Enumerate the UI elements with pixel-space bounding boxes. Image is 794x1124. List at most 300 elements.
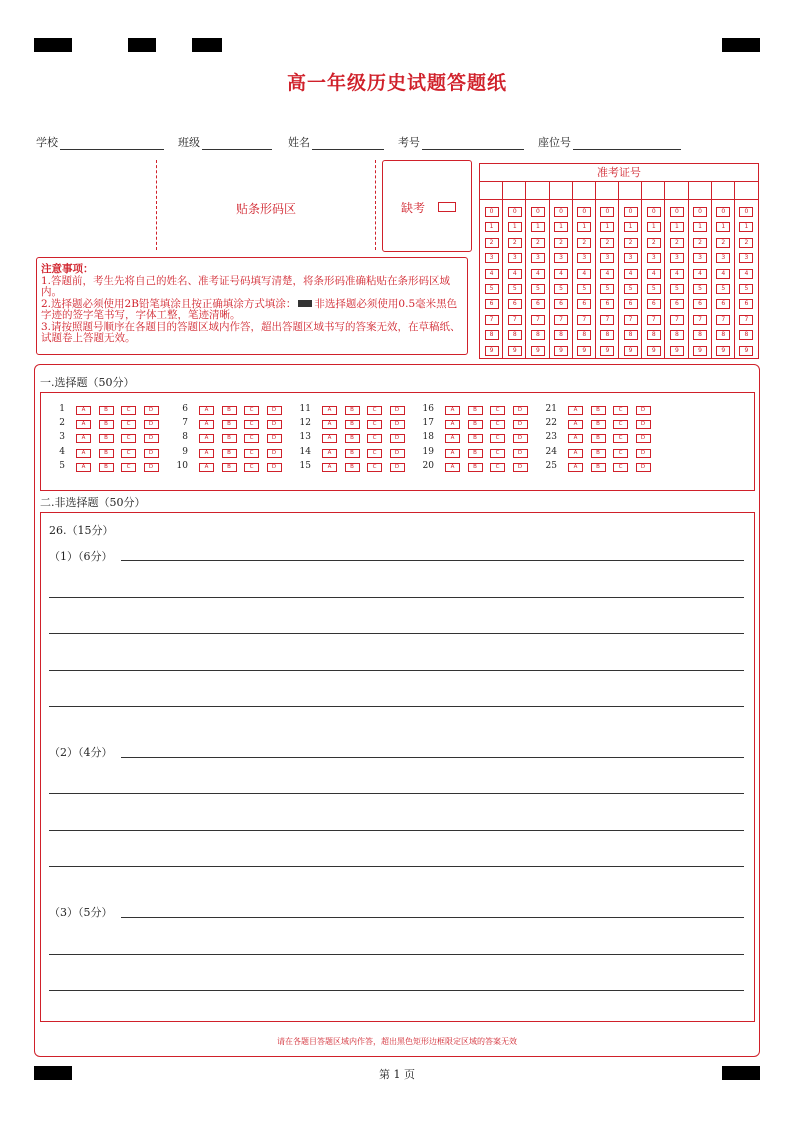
ticket-digit-bubble[interactable]: 4 <box>531 269 545 279</box>
option-bubble-b[interactable]: B <box>468 463 483 472</box>
ticket-column-divider <box>641 182 642 199</box>
name-field[interactable] <box>288 134 384 150</box>
answer-line[interactable] <box>49 670 744 671</box>
ticket-digit-bubble[interactable]: 4 <box>554 269 568 279</box>
ticket-digit-bubble[interactable]: 8 <box>485 330 499 340</box>
ticket-digit-bubble[interactable]: 9 <box>554 346 568 356</box>
ticket-digit-bubble[interactable]: 5 <box>739 284 753 294</box>
ticket-digit-bubble[interactable]: 1 <box>577 222 591 232</box>
option-bubble-c[interactable]: C <box>244 406 259 415</box>
question-number: 11 <box>299 404 311 414</box>
option-bubble-c[interactable]: C <box>490 463 505 472</box>
option-bubble-a[interactable]: A <box>445 449 460 458</box>
option-bubble-d[interactable]: D <box>267 420 282 429</box>
exam-number-field[interactable] <box>398 134 524 150</box>
ticket-digit-bubble[interactable]: 7 <box>716 315 730 325</box>
ticket-digit-bubble[interactable]: 0 <box>508 207 522 217</box>
question-number: 9 <box>182 446 188 457</box>
option-bubble-b[interactable]: B <box>222 449 237 458</box>
ticket-digit-bubble[interactable]: 9 <box>600 346 614 356</box>
option-bubble-c[interactable]: C <box>121 420 136 429</box>
ticket-digit-bubble[interactable]: 0 <box>554 207 568 217</box>
seat-number-line <box>573 139 681 150</box>
ticket-digit-bubble[interactable]: 7 <box>670 315 684 325</box>
option-bubble-b[interactable]: B <box>99 434 114 443</box>
ticket-digit-bubble[interactable]: 9 <box>716 346 730 356</box>
ticket-digit-bubble[interactable]: 0 <box>647 207 661 217</box>
ticket-digit-bubble[interactable]: 7 <box>485 315 499 325</box>
ticket-digit-bubble[interactable]: 8 <box>624 330 638 340</box>
page-title: 高一年级历史试题答题纸 <box>286 72 507 94</box>
option-bubble-d[interactable]: D <box>636 463 651 472</box>
option-bubble-b[interactable]: B <box>222 434 237 443</box>
ticket-digit-bubble[interactable]: 6 <box>554 299 568 309</box>
option-bubble-d[interactable]: D <box>390 434 405 443</box>
option-bubble-d[interactable]: D <box>144 434 159 443</box>
option-bubble-a[interactable]: A <box>76 434 91 443</box>
option-bubble-b[interactable]: B <box>222 406 237 415</box>
ticket-digit-bubble[interactable]: 3 <box>670 253 684 263</box>
answer-line[interactable] <box>121 560 744 561</box>
footnote: 请在各题目答题区域内作答，超出黑色矩形边框限定区域的答案无效 <box>277 1037 517 1046</box>
ticket-digit-bubble[interactable]: 5 <box>624 284 638 294</box>
option-bubble-d[interactable]: D <box>267 406 282 415</box>
question-number: 8 <box>182 432 188 443</box>
ticket-digit-bubble[interactable]: 7 <box>647 315 661 325</box>
ticket-digit-bubble[interactable]: 6 <box>693 299 707 309</box>
ticket-digit-bubble[interactable]: 0 <box>600 207 614 217</box>
ticket-digit-bubble[interactable]: 6 <box>508 299 522 309</box>
option-bubble-b[interactable]: B <box>468 434 483 443</box>
option-bubble-b[interactable]: B <box>345 463 360 472</box>
answer-line[interactable] <box>121 917 744 918</box>
question-number: 1 <box>59 404 65 414</box>
ticket-digit-bubble[interactable]: 7 <box>554 315 568 325</box>
option-bubble-a[interactable]: A <box>322 463 337 472</box>
option-bubble-c[interactable]: C <box>367 449 382 458</box>
option-bubble-c[interactable]: C <box>244 420 259 429</box>
option-bubble-c[interactable]: C <box>490 420 505 429</box>
seat-number-field[interactable] <box>538 134 681 150</box>
ticket-digit-bubble[interactable]: 1 <box>693 222 707 232</box>
option-bubble-a[interactable]: A <box>322 449 337 458</box>
option-bubble-d[interactable]: D <box>267 463 282 472</box>
ticket-digit-bubble[interactable]: 8 <box>647 330 661 340</box>
ticket-digit-bubble[interactable]: 5 <box>554 284 568 294</box>
absent-label: 缺考 <box>401 201 426 215</box>
option-bubble-b[interactable]: B <box>591 463 606 472</box>
ticket-digit-bubble[interactable]: 7 <box>577 315 591 325</box>
ticket-digit-bubble[interactable]: 1 <box>485 222 499 232</box>
option-bubble-c[interactable]: C <box>613 434 628 443</box>
answer-line[interactable] <box>49 830 744 831</box>
ticket-digit-bubble[interactable]: 9 <box>739 346 753 356</box>
option-bubble-d[interactable]: D <box>390 420 405 429</box>
ticket-digit-bubble[interactable]: 9 <box>531 346 545 356</box>
ticket-digit-bubble[interactable]: 5 <box>577 284 591 294</box>
option-bubble-a[interactable]: A <box>445 420 460 429</box>
question-number: 23 <box>545 432 557 443</box>
ticket-digit-bubble[interactable]: 7 <box>624 315 638 325</box>
ticket-digit-bubble[interactable]: 1 <box>739 222 753 232</box>
name-label: 姓名 <box>288 136 310 149</box>
ticket-digit-bubble[interactable]: 2 <box>531 238 545 248</box>
ticket-digit-bubble[interactable]: 4 <box>739 269 753 279</box>
seat-number-label: 座位号 <box>538 136 571 149</box>
ticket-digit-bubble[interactable]: 2 <box>739 238 753 248</box>
question-number: 17 <box>422 418 434 429</box>
option-bubble-a[interactable]: A <box>76 463 91 472</box>
ticket-digit-bubble[interactable]: 3 <box>554 253 568 263</box>
ticket-digit-bubble[interactable]: 7 <box>531 315 545 325</box>
option-bubble-c[interactable]: C <box>490 406 505 415</box>
option-bubble-a[interactable]: A <box>445 406 460 415</box>
registration-mark <box>192 38 222 52</box>
option-bubble-c[interactable]: C <box>490 434 505 443</box>
option-bubble-d[interactable]: D <box>636 406 651 415</box>
option-bubble-a[interactable]: A <box>568 463 583 472</box>
option-bubble-a[interactable]: A <box>445 434 460 443</box>
ticket-digit-bubble[interactable]: 5 <box>508 284 522 294</box>
section-2-title: 二.非选择题（50分） <box>40 496 146 509</box>
ticket-column-divider <box>549 182 550 199</box>
option-bubble-a[interactable]: A <box>199 420 214 429</box>
ticket-digit-bubble[interactable]: 9 <box>577 346 591 356</box>
option-bubble-a[interactable]: A <box>568 434 583 443</box>
option-bubble-d[interactable]: D <box>144 406 159 415</box>
ticket-digit-bubble[interactable]: 6 <box>647 299 661 309</box>
option-bubble-c[interactable]: C <box>121 434 136 443</box>
option-bubble-c[interactable]: C <box>244 449 259 458</box>
ticket-digit-bubble[interactable]: 6 <box>670 299 684 309</box>
option-bubble-d[interactable]: D <box>144 463 159 472</box>
question-number: 15 <box>299 460 311 471</box>
ticket-column-divider <box>618 182 619 199</box>
ticket-digit-bubble[interactable]: 5 <box>647 284 661 294</box>
option-bubble-d[interactable]: D <box>390 406 405 415</box>
option-bubble-b[interactable]: B <box>222 463 237 472</box>
ticket-digit-bubble[interactable]: 4 <box>670 269 684 279</box>
notice-heading: 注意事项： <box>41 263 94 275</box>
option-bubble-d[interactable]: D <box>144 449 159 458</box>
ticket-digit-bubble[interactable]: 4 <box>647 269 661 279</box>
option-bubble-b[interactable]: B <box>591 406 606 415</box>
option-bubble-a[interactable]: A <box>568 449 583 458</box>
ticket-digit-bubble[interactable]: 8 <box>531 330 545 340</box>
ticket-column-divider <box>525 182 526 199</box>
option-bubble-c[interactable]: C <box>367 406 382 415</box>
ticket-digit-bubble[interactable]: 3 <box>693 253 707 263</box>
ticket-digit-bubble[interactable]: 3 <box>531 253 545 263</box>
page-number: 第 1 页 <box>379 1068 415 1081</box>
option-bubble-d[interactable]: D <box>513 434 528 443</box>
ticket-digit-bubble[interactable]: 2 <box>554 238 568 248</box>
school-label: 学校 <box>36 136 58 149</box>
option-bubble-c[interactable]: C <box>244 434 259 443</box>
ticket-digit-bubble[interactable]: 4 <box>577 269 591 279</box>
ticket-digit-bubble[interactable]: 8 <box>716 330 730 340</box>
ticket-digit-bubble[interactable]: 6 <box>716 299 730 309</box>
question-number: 6 <box>182 404 188 414</box>
ticket-column-divider <box>618 200 619 358</box>
notice-line-2b: 非选择题必须使用0.5毫米黑色字迹的签字笔书写，字体工整，笔迹清晰。 <box>41 297 458 321</box>
option-bubble-a[interactable]: A <box>76 449 91 458</box>
option-bubble-d[interactable]: D <box>636 420 651 429</box>
ticket-digit-bubble[interactable]: 3 <box>716 253 730 263</box>
option-bubble-a[interactable]: A <box>568 420 583 429</box>
question-number: 5 <box>59 460 65 471</box>
ticket-digit-bubble[interactable]: 4 <box>485 269 499 279</box>
ticket-column-divider <box>595 182 596 199</box>
barcode-area <box>156 160 376 250</box>
registration-mark <box>722 38 760 52</box>
option-bubble-c[interactable]: C <box>613 449 628 458</box>
ticket-digit-bubble[interactable]: 5 <box>485 284 499 294</box>
option-bubble-a[interactable]: A <box>199 449 214 458</box>
option-bubble-d[interactable]: D <box>513 463 528 472</box>
option-bubble-a[interactable]: A <box>199 434 214 443</box>
option-bubble-a[interactable]: A <box>199 406 214 415</box>
notice-line-2a: 2.选择题必须使用2B铅笔填涂且按正确填涂方式填涂： <box>41 297 297 310</box>
ticket-digit-bubble[interactable]: 7 <box>693 315 707 325</box>
ticket-column-divider <box>711 200 712 358</box>
ticket-digit-bubble[interactable]: 4 <box>508 269 522 279</box>
ticket-column-divider <box>641 200 642 358</box>
answer-line[interactable] <box>49 954 744 955</box>
absent-box <box>382 160 472 252</box>
ticket-digit-bubble[interactable]: 1 <box>600 222 614 232</box>
question-number: 3 <box>59 432 65 443</box>
option-bubble-c[interactable]: C <box>613 463 628 472</box>
option-bubble-d[interactable]: D <box>390 449 405 458</box>
option-bubble-c[interactable]: C <box>121 406 136 415</box>
ticket-digit-bubble[interactable]: 9 <box>647 346 661 356</box>
ticket-digit-bubble[interactable]: 0 <box>577 207 591 217</box>
question-number: 16 <box>422 404 434 414</box>
ticket-column-divider <box>688 200 689 358</box>
option-bubble-b[interactable]: B <box>99 449 114 458</box>
answer-line[interactable] <box>49 633 744 634</box>
ticket-digit-bubble[interactable]: 8 <box>739 330 753 340</box>
registration-mark <box>34 38 72 52</box>
ticket-digit-bubble[interactable]: 6 <box>577 299 591 309</box>
ticket-digit-bubble[interactable]: 0 <box>485 207 499 217</box>
option-bubble-c[interactable]: C <box>367 420 382 429</box>
ticket-number-header: 准考证号 <box>480 164 758 182</box>
ticket-digit-bubble[interactable]: 1 <box>508 222 522 232</box>
ticket-digit-bubble[interactable]: 1 <box>554 222 568 232</box>
option-bubble-b[interactable]: B <box>468 406 483 415</box>
class-field[interactable] <box>178 134 272 150</box>
option-bubble-a[interactable]: A <box>76 406 91 415</box>
ticket-digit-bubble[interactable]: 9 <box>693 346 707 356</box>
ticket-digit-bubble[interactable]: 1 <box>670 222 684 232</box>
notice-box <box>36 257 468 355</box>
option-bubble-b[interactable]: B <box>345 434 360 443</box>
question-number: 10 <box>176 460 188 471</box>
option-bubble-c[interactable]: C <box>490 449 505 458</box>
option-bubble-c[interactable]: C <box>367 463 382 472</box>
ticket-digit-bubble[interactable]: 1 <box>531 222 545 232</box>
option-bubble-b[interactable]: B <box>591 449 606 458</box>
ticket-digit-bubble[interactable]: 4 <box>600 269 614 279</box>
option-bubble-d[interactable]: D <box>144 420 159 429</box>
answer-line[interactable] <box>49 990 744 991</box>
section-1-title: 一.选择题（50分） <box>40 376 135 389</box>
option-bubble-d[interactable]: D <box>513 449 528 458</box>
ticket-digit-bubble[interactable]: 4 <box>693 269 707 279</box>
question-number: 2 <box>59 418 65 429</box>
ticket-digit-bubble[interactable]: 2 <box>508 238 522 248</box>
question-number: 18 <box>422 432 434 443</box>
option-bubble-c[interactable]: C <box>244 463 259 472</box>
ticket-digit-bubble[interactable]: 8 <box>554 330 568 340</box>
ticket-digit-bubble[interactable]: 3 <box>600 253 614 263</box>
ticket-digit-bubble[interactable]: 7 <box>600 315 614 325</box>
ticket-digit-bubble[interactable]: 9 <box>485 346 499 356</box>
option-bubble-a[interactable]: A <box>322 406 337 415</box>
ticket-digit-bubble[interactable]: 8 <box>577 330 591 340</box>
option-bubble-d[interactable]: D <box>267 434 282 443</box>
ticket-digit-bubble[interactable]: 6 <box>624 299 638 309</box>
ticket-digit-bubble[interactable]: 5 <box>531 284 545 294</box>
option-bubble-b[interactable]: B <box>468 420 483 429</box>
exam-number-label: 考号 <box>398 136 420 149</box>
ticket-digit-bubble[interactable]: 9 <box>670 346 684 356</box>
ticket-digit-bubble[interactable]: 0 <box>693 207 707 217</box>
option-bubble-b[interactable]: B <box>345 449 360 458</box>
ticket-digit-bubble[interactable]: 6 <box>485 299 499 309</box>
option-bubble-a[interactable]: A <box>199 463 214 472</box>
ticket-digit-bubble[interactable]: 2 <box>577 238 591 248</box>
option-bubble-d[interactable]: D <box>636 449 651 458</box>
option-bubble-c[interactable]: C <box>121 449 136 458</box>
ticket-digit-bubble[interactable]: 3 <box>647 253 661 263</box>
ticket-digit-bubble[interactable]: 2 <box>600 238 614 248</box>
ticket-digit-bubble[interactable]: 5 <box>716 284 730 294</box>
ticket-row-divider <box>480 199 758 200</box>
ticket-digit-bubble[interactable]: 3 <box>624 253 638 263</box>
question-number: 22 <box>545 418 557 429</box>
ticket-digit-bubble[interactable]: 3 <box>577 253 591 263</box>
ticket-digit-bubble[interactable]: 4 <box>624 269 638 279</box>
ticket-digit-bubble[interactable]: 9 <box>624 346 638 356</box>
option-bubble-b[interactable]: B <box>591 420 606 429</box>
question-number: 20 <box>422 460 434 471</box>
ticket-digit-bubble[interactable]: 0 <box>531 207 545 217</box>
option-bubble-a[interactable]: A <box>445 463 460 472</box>
notice-line-3: 3.请按照题号顺序在各题目的答题区域内作答，超出答题区域书写的答案无效，在草稿纸、试题卷上答题无效。 <box>41 320 461 344</box>
ticket-digit-bubble[interactable]: 8 <box>508 330 522 340</box>
ticket-digit-bubble[interactable]: 8 <box>670 330 684 340</box>
question-number: 14 <box>299 446 311 457</box>
option-bubble-b[interactable]: B <box>345 420 360 429</box>
answer-line[interactable] <box>49 793 744 794</box>
option-bubble-d[interactable]: D <box>513 420 528 429</box>
ticket-column-divider <box>664 200 665 358</box>
option-bubble-c[interactable]: C <box>613 420 628 429</box>
option-bubble-a[interactable]: A <box>322 434 337 443</box>
option-bubble-d[interactable]: D <box>513 406 528 415</box>
ticket-digit-bubble[interactable]: 9 <box>508 346 522 356</box>
ticket-digit-bubble[interactable]: 5 <box>670 284 684 294</box>
ticket-digit-bubble[interactable]: 3 <box>508 253 522 263</box>
ticket-digit-bubble[interactable]: 4 <box>716 269 730 279</box>
question-number: 19 <box>422 446 434 457</box>
ticket-digit-bubble[interactable]: 6 <box>739 299 753 309</box>
ticket-digit-bubble[interactable]: 8 <box>600 330 614 340</box>
ticket-digit-bubble[interactable]: 1 <box>716 222 730 232</box>
ticket-digit-bubble[interactable]: 1 <box>624 222 638 232</box>
ticket-column-divider <box>711 182 712 199</box>
ticket-digit-bubble[interactable]: 7 <box>739 315 753 325</box>
name-line <box>312 139 384 150</box>
ticket-column-divider <box>502 200 503 358</box>
option-bubble-c[interactable]: C <box>121 463 136 472</box>
option-bubble-b[interactable]: B <box>468 449 483 458</box>
ticket-digit-bubble[interactable]: 2 <box>647 238 661 248</box>
answer-line[interactable] <box>121 757 744 758</box>
ticket-digit-bubble[interactable]: 0 <box>670 207 684 217</box>
option-bubble-b[interactable]: B <box>99 463 114 472</box>
option-bubble-b[interactable]: B <box>99 420 114 429</box>
ticket-column-divider <box>734 200 735 358</box>
ticket-digit-bubble[interactable]: 2 <box>485 238 499 248</box>
option-bubble-d[interactable]: D <box>267 449 282 458</box>
ticket-digit-bubble[interactable]: 7 <box>508 315 522 325</box>
ticket-column-divider <box>664 182 665 199</box>
option-bubble-c[interactable]: C <box>613 406 628 415</box>
ticket-digit-bubble[interactable]: 2 <box>693 238 707 248</box>
option-bubble-b[interactable]: B <box>222 420 237 429</box>
ticket-digit-bubble[interactable]: 3 <box>739 253 753 263</box>
ticket-digit-bubble[interactable]: 0 <box>716 207 730 217</box>
ticket-number-grid <box>479 163 759 359</box>
ticket-digit-bubble[interactable]: 0 <box>739 207 753 217</box>
option-bubble-b[interactable]: B <box>591 434 606 443</box>
ticket-digit-bubble[interactable]: 3 <box>485 253 499 263</box>
absent-checkbox[interactable] <box>438 202 456 212</box>
option-bubble-d[interactable]: D <box>636 434 651 443</box>
option-bubble-a[interactable]: A <box>322 420 337 429</box>
answer-line[interactable] <box>49 706 744 707</box>
ticket-column-divider <box>549 200 550 358</box>
option-bubble-d[interactable]: D <box>390 463 405 472</box>
ticket-digit-bubble[interactable]: 5 <box>600 284 614 294</box>
school-field[interactable] <box>36 134 164 150</box>
ticket-digit-bubble[interactable]: 2 <box>670 238 684 248</box>
registration-mark <box>128 38 156 52</box>
option-bubble-a[interactable]: A <box>568 406 583 415</box>
option-bubble-c[interactable]: C <box>367 434 382 443</box>
ticket-digit-bubble[interactable]: 0 <box>624 207 638 217</box>
ticket-digit-bubble[interactable]: 1 <box>647 222 661 232</box>
option-bubble-a[interactable]: A <box>76 420 91 429</box>
option-bubble-b[interactable]: B <box>99 406 114 415</box>
answer-line[interactable] <box>49 597 744 598</box>
ticket-digit-bubble[interactable]: 2 <box>624 238 638 248</box>
ticket-digit-bubble[interactable]: 6 <box>531 299 545 309</box>
ticket-digit-bubble[interactable]: 8 <box>693 330 707 340</box>
ticket-digit-bubble[interactable]: 6 <box>600 299 614 309</box>
ticket-digit-bubble[interactable]: 5 <box>693 284 707 294</box>
ticket-digit-bubble[interactable]: 2 <box>716 238 730 248</box>
barcode-area-label: 贴条形码区 <box>235 202 296 216</box>
part-1-label: （1）（6分） <box>49 550 113 563</box>
option-bubble-b[interactable]: B <box>345 406 360 415</box>
question-number: 4 <box>59 446 65 457</box>
answer-line[interactable] <box>49 866 744 867</box>
